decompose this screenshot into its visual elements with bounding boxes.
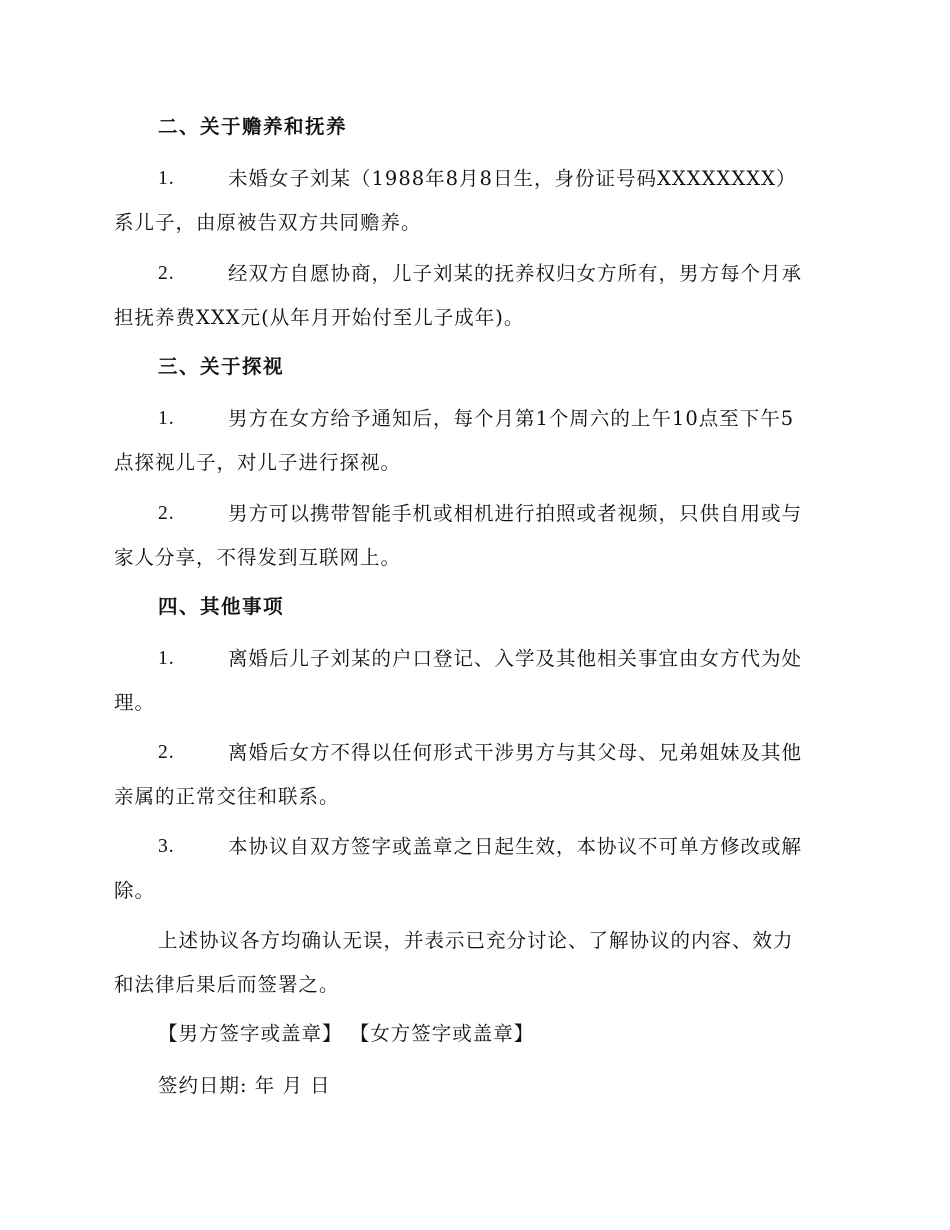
clause-number: 1. xyxy=(158,168,175,189)
clause-text-line2: 家人分享，不得发到互联网上。 xyxy=(114,546,402,569)
clause-care-1 xyxy=(114,157,834,245)
clause-text-line1: 离婚后儿子刘某的户口登记、入学及其他相关事宜由女方代为处 xyxy=(228,647,803,670)
section-heading-care: 二、关于赡养和抚养 xyxy=(158,115,348,138)
signing-date: 签约日期: 年 月 日 xyxy=(158,1074,331,1097)
signature-line: 【男方签字或盖章】 【女方签字或盖章】 xyxy=(158,1022,535,1045)
closing-line2: 和法律后果后而签署之。 xyxy=(114,973,340,996)
section-heading-visitation: 三、关于探视 xyxy=(158,355,285,378)
clause-text-line2: 亲属的正常交往和联系。 xyxy=(114,785,340,808)
clause-text-line1: 男方在女方给予通知后，每个月第1个周六的上午10点至下午5 xyxy=(228,407,795,430)
clause-text-line1: 男方可以携带智能手机或相机进行拍照或者视频，只供自用或与 xyxy=(228,502,803,525)
closing-paragraph xyxy=(114,919,834,1007)
clause-care-2 xyxy=(114,252,834,340)
clause-other-2 xyxy=(114,731,834,819)
clause-number: 3. xyxy=(158,836,175,857)
clause-text-line1: 经双方自愿协商，儿子刘某的抚养权归女方所有，男方每个月承 xyxy=(228,262,803,285)
clause-visit-1 xyxy=(114,397,834,485)
clause-number: 2. xyxy=(158,503,175,524)
clause-other-3 xyxy=(114,825,834,913)
clause-other-1 xyxy=(114,637,834,725)
closing-line1: 上述协议各方均确认无误，并表示已充分讨论、了解协议的内容、效力 xyxy=(158,929,794,952)
clause-text-line2: 担抚养费XXX元(从年月开始付至儿子成年)。 xyxy=(114,306,525,329)
clause-visit-2 xyxy=(114,492,834,580)
clause-text-line2: 点探视儿子，对儿子进行探视。 xyxy=(114,451,402,474)
clause-text-line2: 理。 xyxy=(114,691,156,714)
clause-text-line2: 除。 xyxy=(114,879,156,902)
clause-number: 1. xyxy=(158,648,175,669)
clause-text-line1: 离婚后女方不得以任何形式干涉男方与其父母、兄弟姐妹及其他 xyxy=(228,741,803,764)
clause-text-line2: 系儿子，由原被告双方共同赡养。 xyxy=(114,211,422,234)
clause-text-line1: 未婚女子刘某（1988年8月8日生，身份证号码XXXXXXXX） xyxy=(228,167,797,190)
section-heading-other: 四、其他事项 xyxy=(158,595,285,618)
clause-number: 1. xyxy=(158,408,175,429)
clause-text-line1: 本协议自双方签字或盖章之日起生效，本协议不可单方修改或解 xyxy=(228,835,803,858)
clause-number: 2. xyxy=(158,742,175,763)
clause-number: 2. xyxy=(158,263,175,284)
